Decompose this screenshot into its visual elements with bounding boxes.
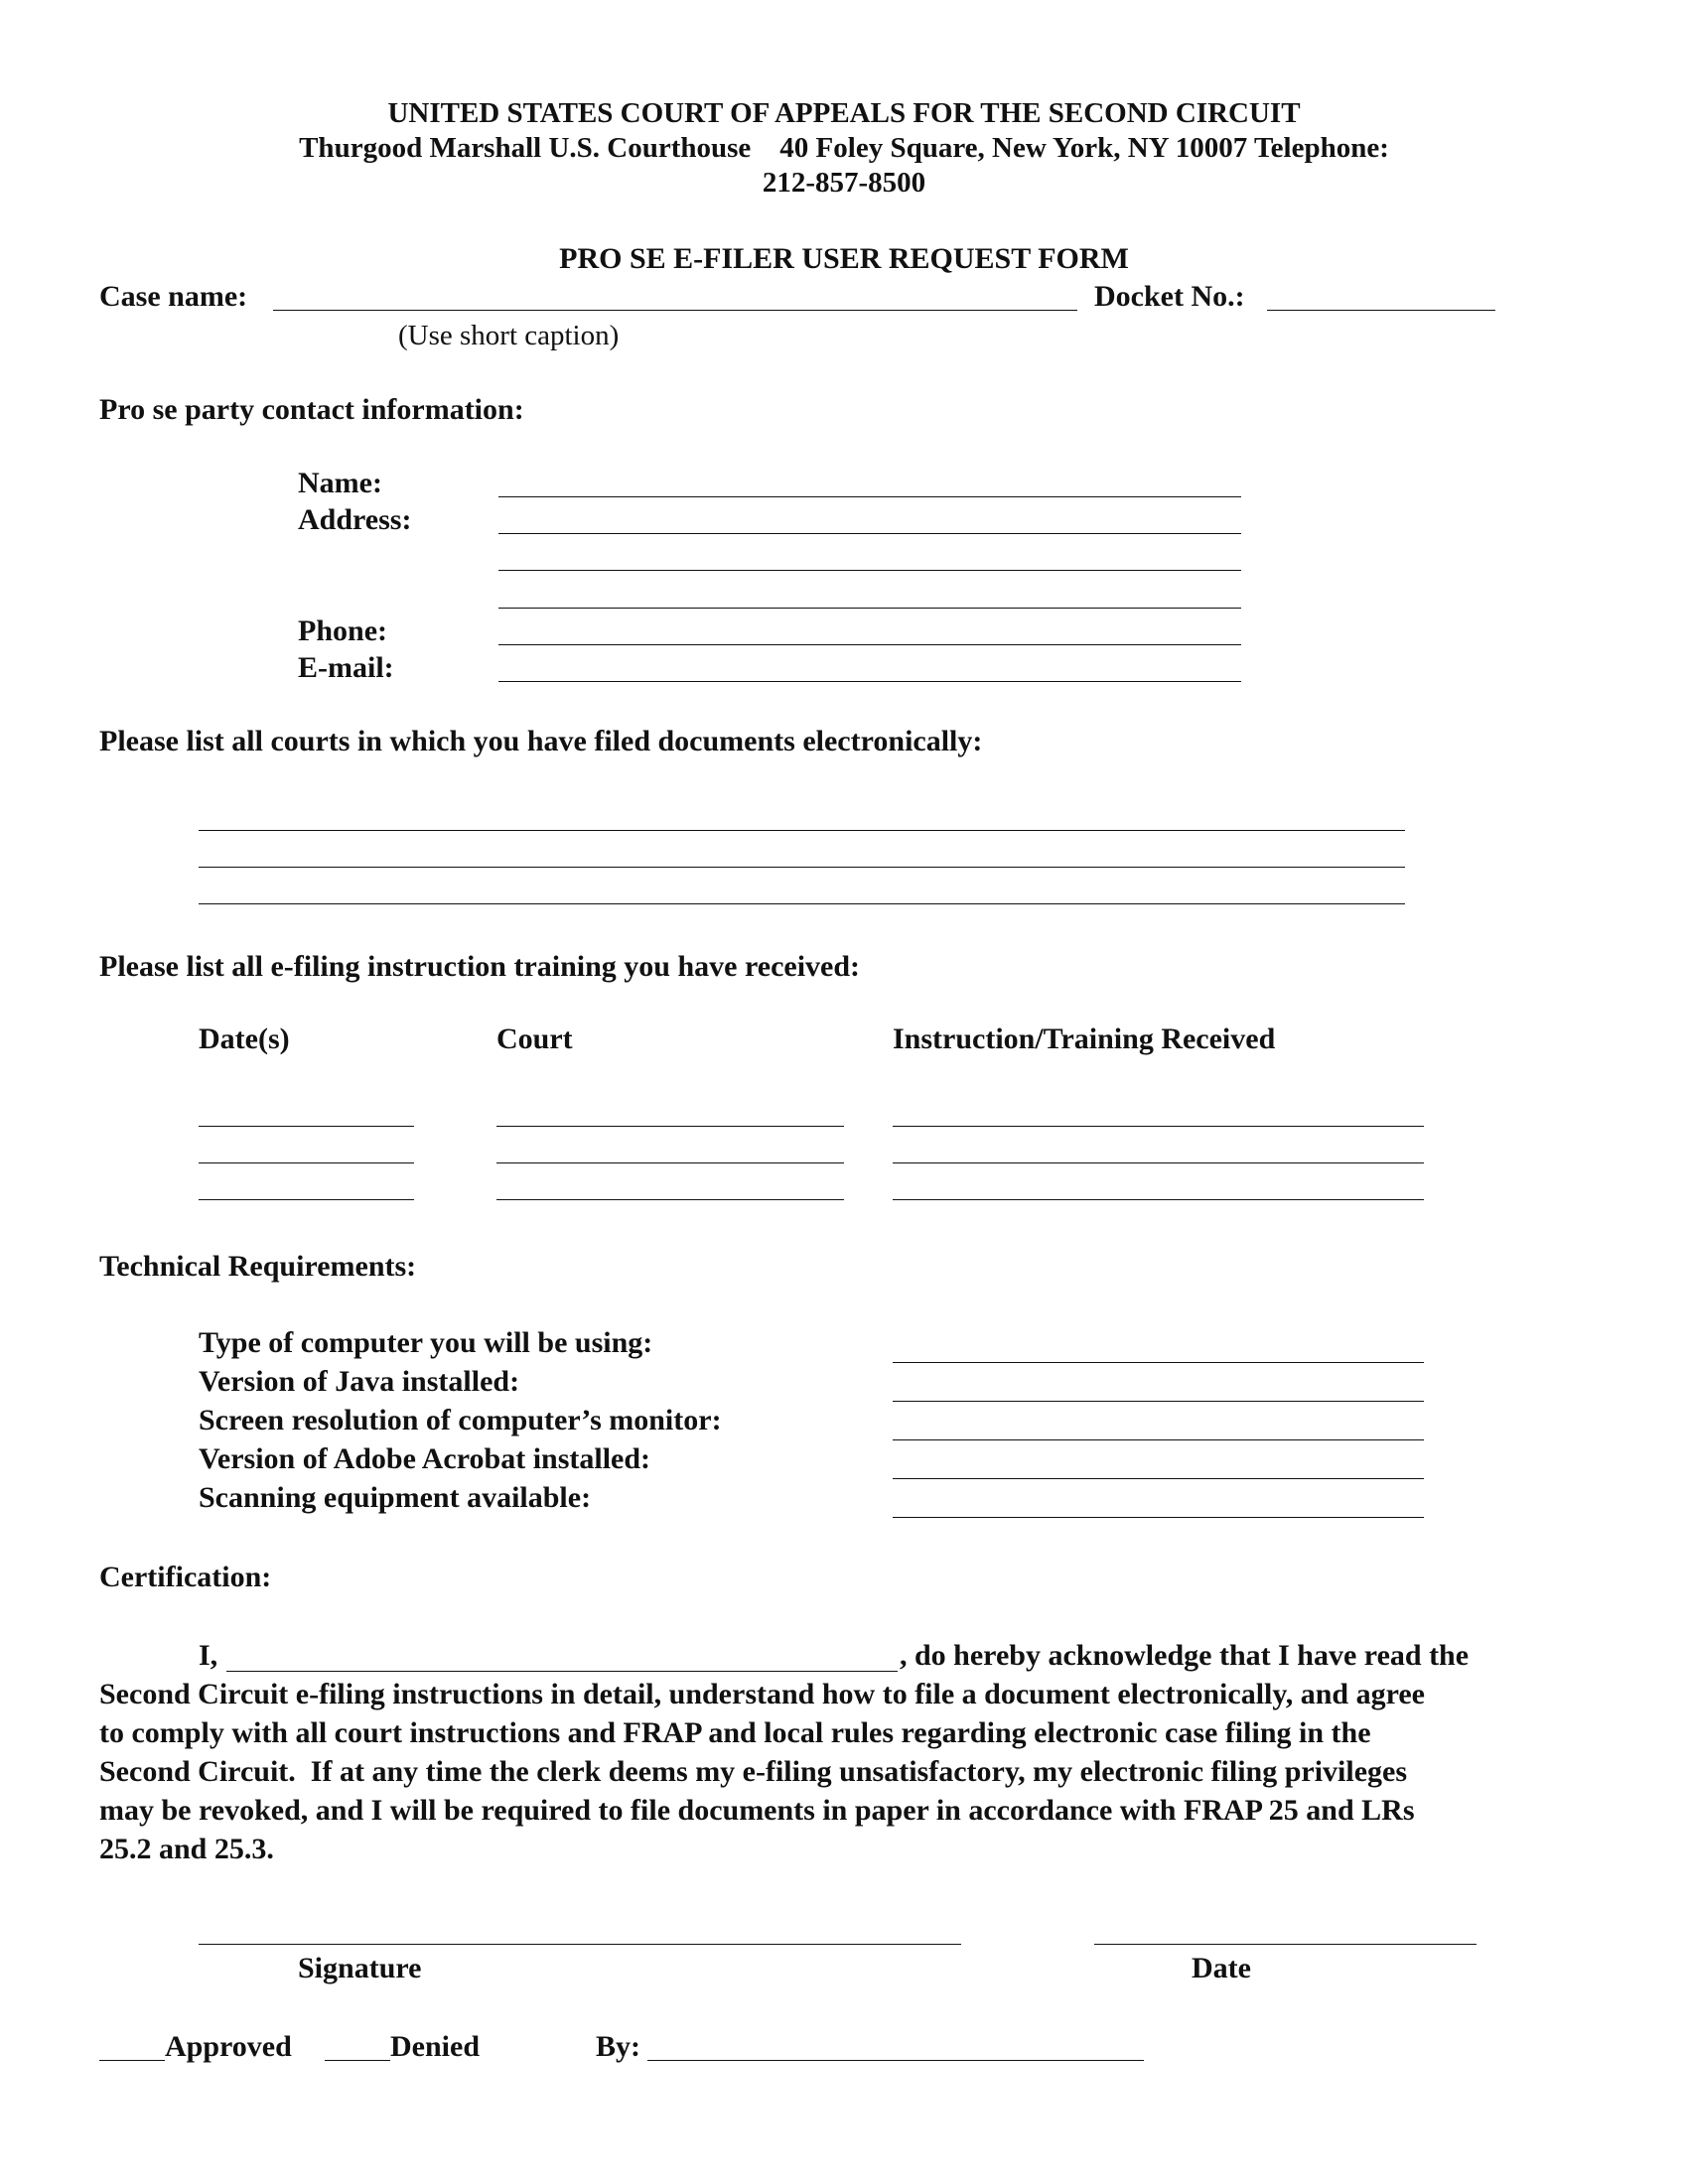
- docket-label: Docket No.:: [1094, 280, 1245, 313]
- case-name-label: Case name:: [99, 280, 248, 313]
- training-court-field-2[interactable]: [496, 1162, 844, 1163]
- by-label: By:: [596, 2030, 640, 2063]
- technical-heading: Technical Requirements:: [99, 1250, 417, 1283]
- docket-field[interactable]: [1267, 276, 1495, 311]
- phone-field[interactable]: [498, 613, 1241, 645]
- training-heading: Please list all e-filing instruction training you have received:: [99, 950, 861, 983]
- denied-label: Denied: [390, 2030, 480, 2063]
- training-instruction-field-3[interactable]: [893, 1199, 1424, 1200]
- courts-field-line-3[interactable]: [199, 903, 1405, 904]
- certification-line-5: may be revoked, and I will be required to file documents in paper in accordance with FRAP 25 and LRs: [99, 1794, 1415, 1827]
- email-field[interactable]: [498, 649, 1241, 682]
- contact-heading: Pro se party contact information:: [99, 393, 524, 426]
- certification-line-2: Second Circuit e-filing instructions in detail, understand how to file a document electronically, and agree: [99, 1678, 1425, 1710]
- tech-computer-field[interactable]: [893, 1362, 1424, 1363]
- courts-field-line-2[interactable]: [199, 867, 1405, 868]
- certification-line-3: to comply with all court instructions and FRAP and local rules regarding electronic case filing in the: [99, 1716, 1371, 1749]
- tech-resolution-field[interactable]: [893, 1439, 1424, 1440]
- tech-item-computer: Type of computer you will be using:: [199, 1326, 653, 1359]
- court-phone: 212-857-8500: [762, 167, 926, 199]
- phone-label: Phone:: [298, 614, 387, 647]
- tech-item-scanning: Scanning equipment available:: [199, 1481, 592, 1514]
- case-name-field[interactable]: [273, 276, 1077, 311]
- court-address: Thurgood Marshall U.S. Courthouse 40 Foley Square, New York, NY 10007 Telephone:: [299, 132, 1389, 164]
- training-dates-field-3[interactable]: [199, 1199, 414, 1200]
- signature-label: Signature: [298, 1952, 422, 1984]
- col-instruction-header: Instruction/Training Received: [893, 1023, 1276, 1055]
- courts-heading: Please list all courts in which you have filed documents electronically:: [99, 725, 983, 757]
- certification-line-1: , do hereby acknowledge that I have read the: [900, 1639, 1470, 1672]
- date-label: Date: [1192, 1952, 1251, 1984]
- certification-line-6: 25.2 and 25.3.: [99, 1833, 274, 1865]
- denied-mark-field[interactable]: [325, 2060, 390, 2061]
- address-field-line-2[interactable]: [498, 538, 1241, 571]
- certification-name-field[interactable]: [226, 1671, 898, 1672]
- certification-line-4: Second Circuit. If at any time the clerk deems my e-filing unsatisfactory, my electronic filing privileges: [99, 1755, 1408, 1788]
- courts-field-line-1[interactable]: [199, 830, 1405, 831]
- name-field[interactable]: [498, 465, 1241, 497]
- tech-java-field[interactable]: [893, 1401, 1424, 1402]
- col-dates-header: Date(s): [199, 1023, 290, 1055]
- approved-label: Approved: [165, 2030, 292, 2063]
- address-field-line-3[interactable]: [498, 576, 1241, 609]
- court-name: UNITED STATES COURT OF APPEALS FOR THE SECOND CIRCUIT: [387, 97, 1301, 129]
- name-label: Name:: [298, 467, 382, 499]
- approved-mark-field[interactable]: [99, 2060, 165, 2061]
- tech-item-java: Version of Java installed:: [199, 1365, 520, 1398]
- training-instruction-field-2[interactable]: [893, 1162, 1424, 1163]
- training-court-field-1[interactable]: [496, 1126, 844, 1127]
- address-label: Address:: [298, 503, 412, 536]
- by-field[interactable]: [647, 2060, 1144, 2061]
- tech-scanning-field[interactable]: [893, 1517, 1424, 1518]
- training-dates-field-1[interactable]: [199, 1126, 414, 1127]
- signature-field[interactable]: [199, 1944, 961, 1945]
- tech-item-acrobat: Version of Adobe Acrobat installed:: [199, 1442, 651, 1475]
- caption-hint: (Use short caption): [398, 320, 620, 351]
- form-title: PRO SE E-FILER USER REQUEST FORM: [559, 242, 1129, 275]
- tech-item-resolution: Screen resolution of computer’s monitor:: [199, 1404, 722, 1436]
- tech-acrobat-field[interactable]: [893, 1478, 1424, 1479]
- email-label: E-mail:: [298, 651, 394, 684]
- date-field[interactable]: [1094, 1944, 1477, 1945]
- training-court-field-3[interactable]: [496, 1199, 844, 1200]
- training-dates-field-2[interactable]: [199, 1162, 414, 1163]
- address-field-line-1[interactable]: [498, 501, 1241, 534]
- certification-heading: Certification:: [99, 1561, 272, 1593]
- training-instruction-field-1[interactable]: [893, 1126, 1424, 1127]
- certification-prefix: I,: [199, 1639, 218, 1672]
- col-court-header: Court: [496, 1023, 573, 1055]
